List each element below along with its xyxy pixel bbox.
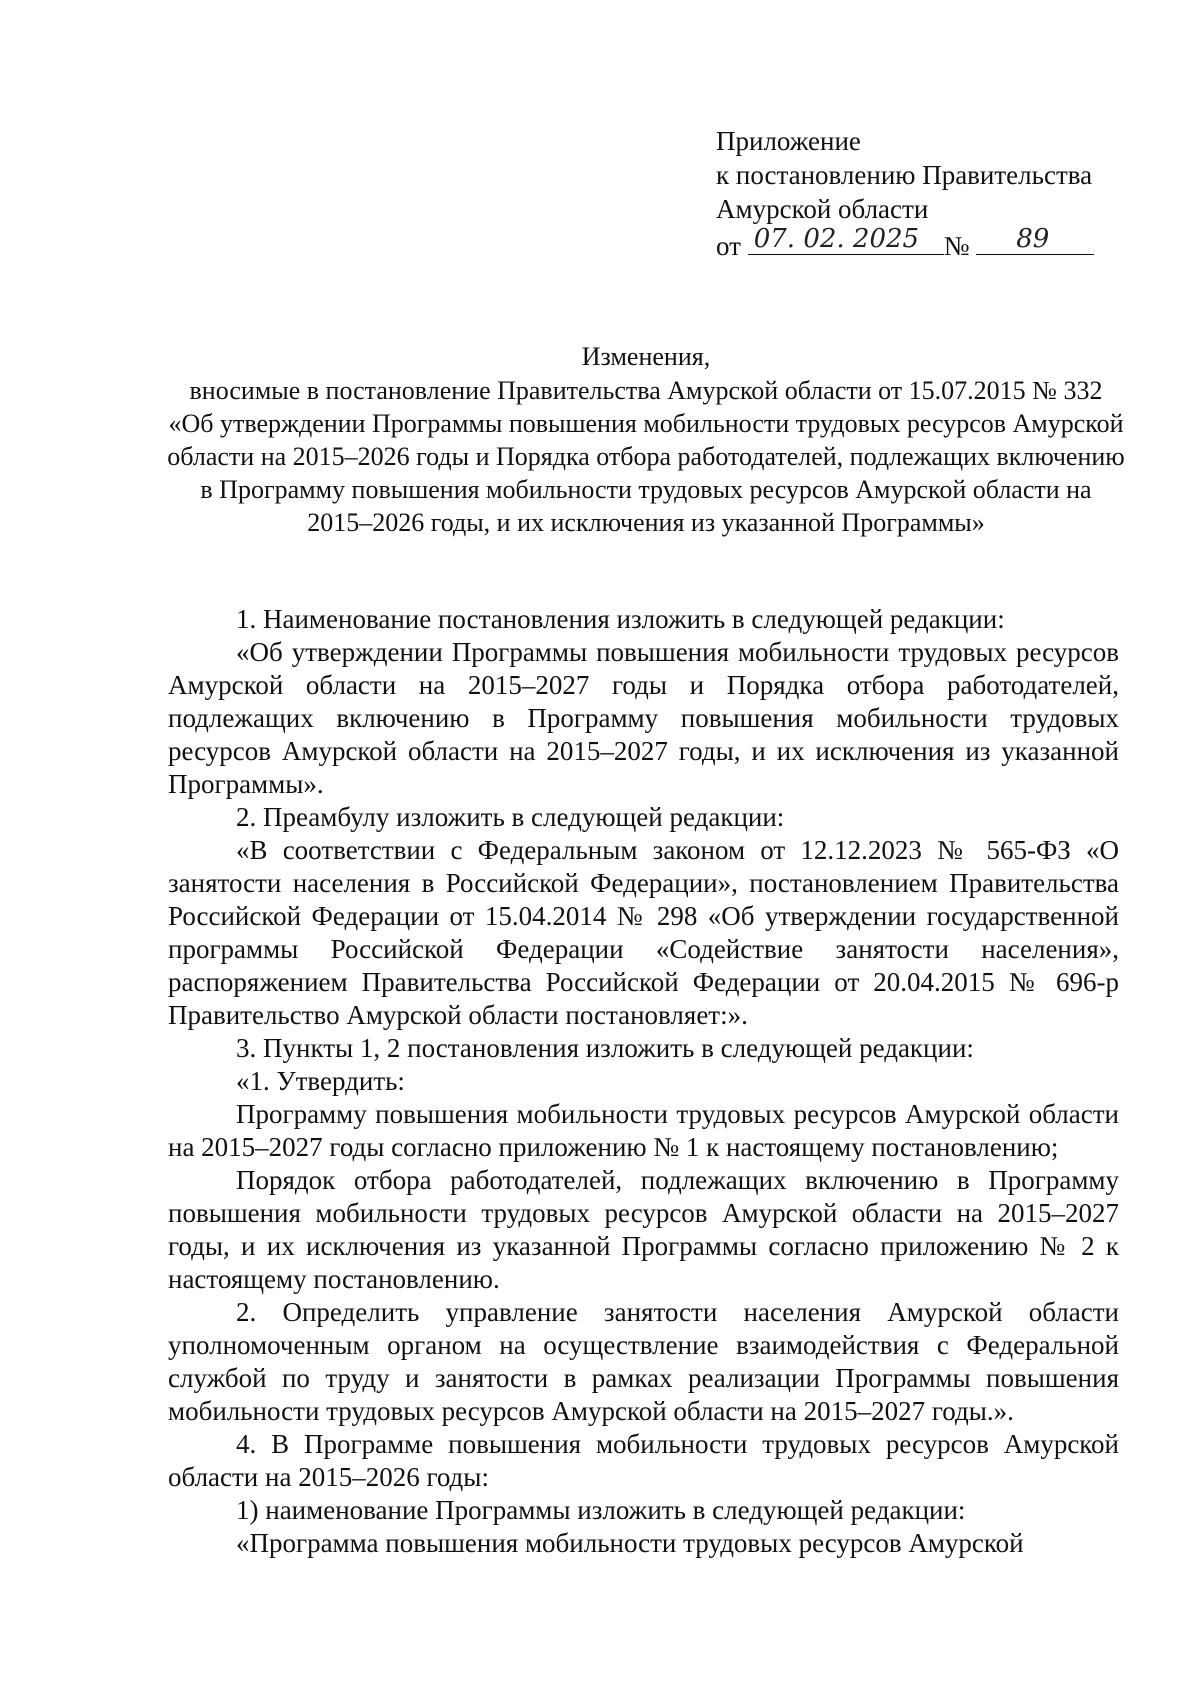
paragraph: «Программа повышения мобильности трудовых ресурсов Амурской [236,1528,1024,1558]
paragraph: 1. Наименование постановления изложить в следующей редакции: [236,604,1005,634]
appendix-resolution-line: к постановлению Правительства [716,160,1093,190]
number-field [976,226,1094,255]
handwritten-number: 89 [1016,224,1050,254]
paragraph: «1. Утвердить: [236,1066,405,1096]
title-heading: Изменения, [581,342,711,371]
appendix-header [716,124,1094,263]
paragraph: «В соответствии с Федеральным законом от 12.12.2023 № 565-ФЗ «О занятости населения в Российской Федерации», постановлением Правительства Российской Федерации от 15.04.2014 № 298 «Об утверждении государственной программы Российской Федерации «Содействие занятости населения», распоряжением Правительства Российской Федерации от 20.04.2015 № 696-р Правительство Амурской области постановляет:». [168,835,1119,1030]
paragraph: 3. Пункты 1, 2 постановления изложить в следующей редакции: [236,1033,974,1063]
handwritten-date: 07. 02. 2025 [753,224,920,254]
document-body [168,603,1119,1560]
paragraph: Программу повышения мобильности трудовых ресурсов Амурской области на 2015–2027 годы согласно приложению № 1 к настоящему постановлению; [168,1099,1119,1162]
number-sign: № [943,231,970,261]
paragraph: 2. Преамбулу изложить в следующей редакции: [236,802,785,832]
appendix-region-line: Амурской области [716,194,929,224]
paragraph: 2. Определить управление занятости населения Амурской области уполномоченным органом на осуществление взаимодействия с Федеральной службой по труду и занятости в рамках реализации Программы повышения мобильности трудовых ресурсов Амурской области на 2015–2027 годы.». [168,1297,1119,1426]
appendix-date-line [716,226,1094,263]
paragraph: «Об утверждении Программы повышения мобильности трудовых ресурсов Амурской области на 2015–2027 годы и Порядка отбора работодателей, подлежащих включению в Программу повышения мобильности трудовых ресурсов Амурской области на 2015–2027 годы, и их исключения из указанной Программы». [168,637,1119,799]
document-title [166,340,1126,539]
date-prefix: от [716,231,741,261]
paragraph: Порядок отбора работодателей, подлежащих включению в Программу повышения мобильности трудовых ресурсов Амурской области на 2015–2027 годы, и их исключения из указанной Программы согласно приложению № 2 к настоящему постановлению. [168,1165,1119,1294]
paragraph: 1) наименование Программы изложить в следующей редакции: [236,1495,966,1525]
title-subheading: вносимые в постановление Правительства Амурской области от 15.07.2015 № 332 «Об утверждении Программы повышения мобильности трудовых ресурсов Амурской области на 2015–2026 годы и Порядка отбора работодателей, подлежащих включению в Программу повышения мобильности трудовых ресурсов Амурской области на 2015–2026 годы, и их исключения из указанной Программы» [167,376,1125,537]
appendix-label: Приложение [716,126,861,156]
paragraph: 4. В Программе повышения мобильности трудовых ресурсов Амурской области на 2015–2026 годы: [168,1429,1119,1492]
date-field [748,226,944,255]
